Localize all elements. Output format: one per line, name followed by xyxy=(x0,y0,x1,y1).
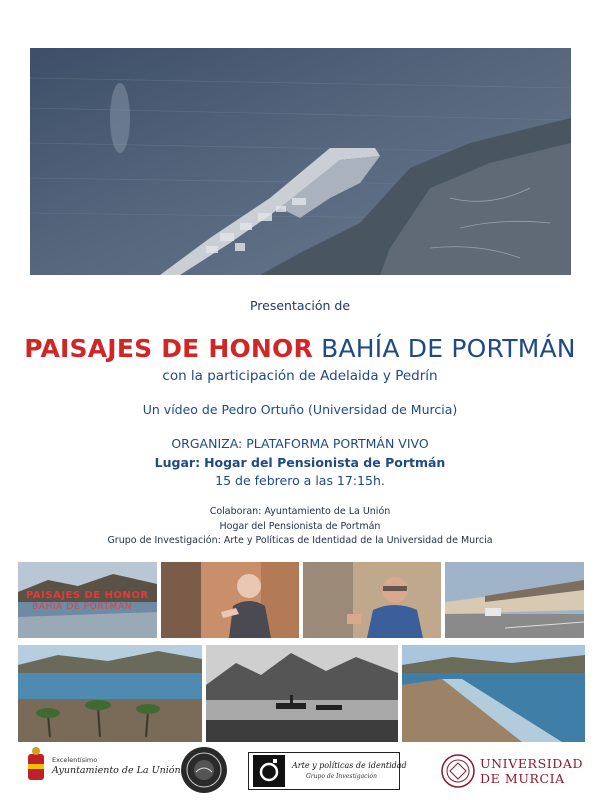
arte-subtitle: Grupo de Investigación xyxy=(306,773,377,780)
logo-ayuntamiento-la-union xyxy=(24,746,181,790)
presentation-label: Presentación de xyxy=(249,298,351,313)
video-credit: Un vídeo de Pedro Ortuño (Universidad de Murcia) xyxy=(142,402,458,417)
gallery-photo-bay-palms xyxy=(18,645,202,742)
event-title xyxy=(0,334,600,363)
venue xyxy=(0,455,600,470)
collaborators-line-2: Hogar del Pensionista de Portmán xyxy=(219,521,381,532)
collaborators-line-1: Colaboran: Ayuntamiento de La Unión xyxy=(209,506,391,517)
gallery-photo-breakwater xyxy=(402,645,585,742)
gallery-photo-pedrin xyxy=(303,562,441,638)
gallery-photo-street xyxy=(445,562,584,638)
collaborators-line-3: Grupo de Investigación: Arte y Políticas de Identidad de la Universidad de Murcia xyxy=(107,535,493,546)
title-red: PAISAJES DE HONOR xyxy=(24,334,313,363)
gallery-overlay-title: PAISAJES DE HONOR xyxy=(26,590,149,601)
gallery-photo-title-card xyxy=(18,562,157,638)
venue-label: Lugar: xyxy=(154,455,201,470)
logo-universidad-de-murcia xyxy=(440,750,585,792)
union-line-1: Excelentísimo xyxy=(52,756,98,764)
murcia-line-2: DE MURCIA xyxy=(480,771,565,786)
event-date: 15 de febrero a las 17:15h. xyxy=(215,473,385,488)
gallery-photo-historic-harbor xyxy=(206,645,398,742)
logo-seal xyxy=(180,746,228,794)
gallery-overlay-subtitle: BAHÍA DE PORTMÁN xyxy=(32,602,133,612)
event-subtitle: con la participación de Adelaida y Pedrín xyxy=(162,368,438,384)
murcia-line-1: UNIVERSIDAD xyxy=(480,756,584,771)
venue-value: Hogar del Pensionista de Portmán xyxy=(204,455,446,470)
union-line-2: Ayuntamiento de La Unión xyxy=(52,765,181,776)
title-blue: BAHÍA DE PORTMÁN xyxy=(321,334,576,363)
gallery-photo-adelaida xyxy=(161,562,299,638)
arte-title: Arte y políticas de identidad xyxy=(292,761,407,770)
logo-arte-politicas-identidad xyxy=(248,752,407,790)
hero-aerial-photo xyxy=(30,48,571,275)
organizer: ORGANIZA: PLATAFORMA PORTMÁN VIVO xyxy=(171,436,429,451)
